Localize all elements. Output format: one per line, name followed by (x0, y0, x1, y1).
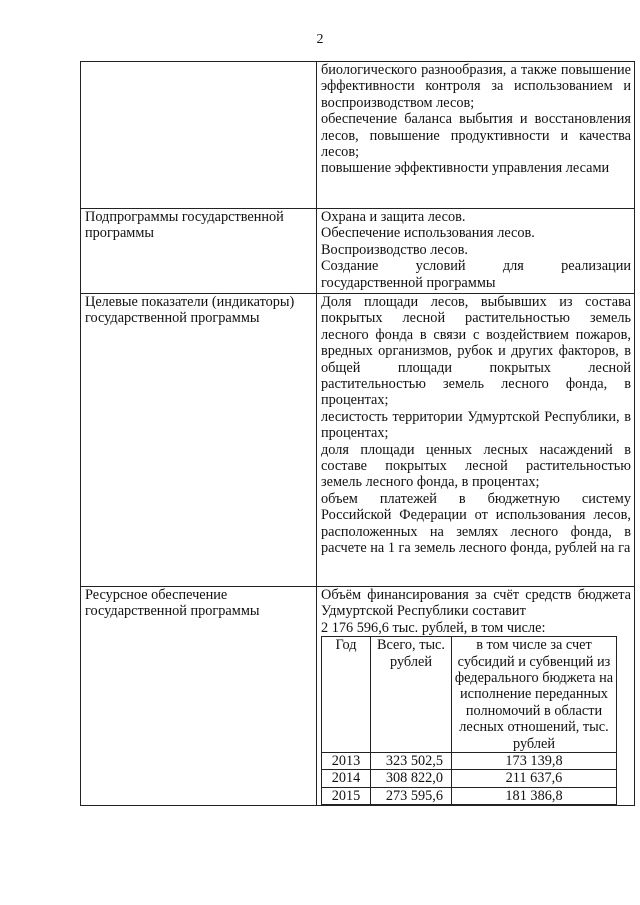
subprogram-item: Создание условий для реализации государственной программы (321, 258, 631, 291)
cell-total: 308 822,0 (371, 770, 452, 787)
indicator-item: доля площади ценных лесных насаждений в составе покрытых лесной растительностью земель лесного фонда, в процентах; (321, 441, 631, 491)
program-passport-table (80, 61, 635, 806)
cell-year: 2015 (322, 787, 371, 804)
table-row (81, 587, 635, 806)
row-value (317, 62, 635, 209)
cell-federal: 173 139,8 (452, 753, 617, 770)
subprogram-item: Обеспечение использования лесов. (321, 225, 535, 242)
subprogram-item: Охрана и защита лесов. (321, 209, 466, 225)
cell-federal: 181 386,8 (452, 787, 617, 804)
cell-federal: 211 637,6 (452, 770, 617, 787)
column-header-year: Год (322, 637, 371, 753)
row-label (81, 62, 317, 209)
cell-total: 323 502,5 (371, 753, 452, 770)
cell-year: 2013 (322, 753, 371, 770)
table-row (81, 294, 635, 587)
indicator-item: лесистость территории Удмуртской Республики, в процентах; (321, 408, 631, 442)
column-header-federal: в том числе за счет субсидий и субвенций из федерального бюджета на исполнение переданных полномочий в области лесных отношений, тыс. рублей (452, 637, 617, 753)
funding-table (321, 636, 617, 805)
indicator-item: объем платежей в бюджетную систему Российской Федерации от использования лесов, расположенных на землях лесного фонда, в расчете на 1 га земель лесного фонда, рублей на га (321, 490, 631, 557)
goal-item: биологического разнообразия, а также повышение эффективности контроля за использованием и воспроизводством лесов; (321, 62, 631, 111)
page-number: 2 (316, 32, 324, 47)
goal-item: обеспечение баланса выбытия и восстановления лесов, повышение продуктивности и качества лесов; (321, 111, 631, 161)
row-label-funding: Ресурсное обеспечение государственной программы (81, 587, 317, 806)
table-row (81, 209, 635, 294)
indicator-item: Доля площади лесов, выбывших из состава покрытых лесной растительностью земель лесного фонда в связи с воздействием пожаров, вредных организмов, рубок и других факторов, в общей площади покрытых лесной растительностью земель лесного фонда, в процентах; (321, 294, 631, 409)
row-value-indicators (317, 294, 635, 587)
funding-row (322, 770, 617, 787)
row-label-indicators: Целевые показатели (индикаторы) государственной программы (81, 294, 317, 587)
row-value-funding (317, 587, 635, 806)
funding-total: 2 176 596,6 тыс. рублей, в том числе: (321, 619, 546, 636)
goal-item: повышение эффективности управления лесами (321, 160, 610, 177)
column-header-total: Всего, тыс. рублей (371, 637, 452, 753)
funding-row (322, 787, 617, 804)
funding-header-row (322, 637, 617, 753)
funding-row (322, 753, 617, 770)
cell-year: 2014 (322, 770, 371, 787)
cell-total: 273 595,6 (371, 787, 452, 804)
table-row (81, 62, 635, 209)
row-value-subprograms (317, 209, 635, 294)
row-label-subprograms: Подпрограммы государственной программы (81, 209, 317, 294)
subprogram-item: Воспроизводство лесов. (321, 241, 468, 258)
funding-intro: Объём финансирования за счёт средств бюджета Удмуртской Республики составит (321, 587, 631, 620)
